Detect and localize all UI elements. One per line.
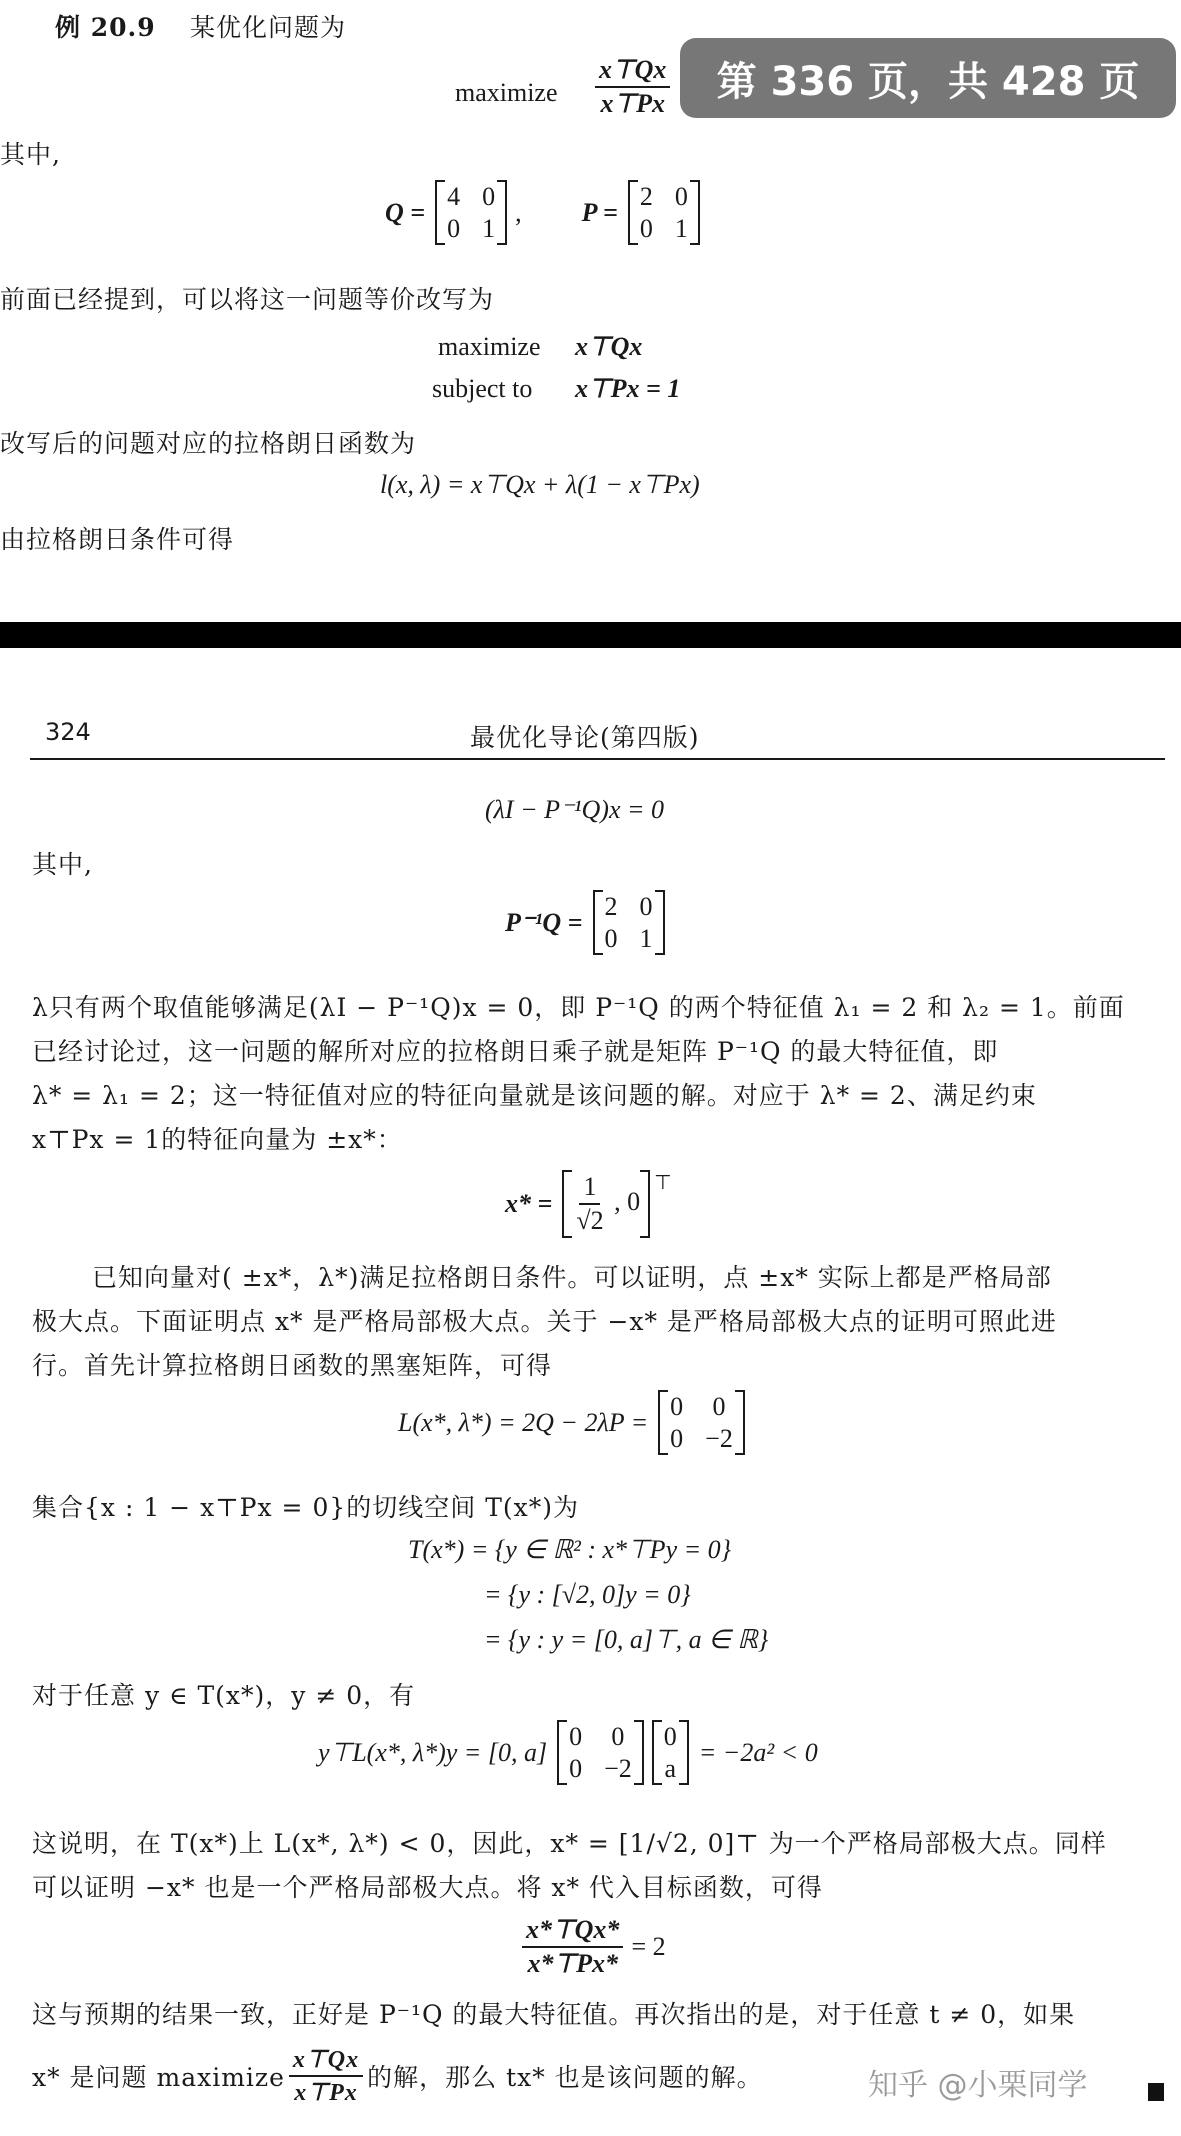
example-description: 某优化问题为 [190, 13, 347, 42]
paragraph-1-line: x⊤Px = 1的特征向量为 ±x*： [32, 1125, 403, 1154]
objective-denominator: x⊤Px [600, 89, 665, 118]
page-count-text: 第 336 页，共 428 页 [716, 58, 1140, 105]
objective-value-rhs: = 2 [631, 1932, 666, 1961]
last-fraction-numerator: x⊤Qx [289, 2045, 363, 2077]
tangent-line-3: = {y : y = [0, a]⊤, a ∈ ℝ} [484, 1625, 769, 1654]
quadratic-matrix-entry: 0 [611, 1722, 625, 1751]
quadratic-matrix-entry: 0 [569, 1722, 583, 1751]
paragraph-1 [32, 986, 1125, 1162]
p-matrix-entry: 2 [639, 182, 653, 211]
paragraph-1-line: 已经讨论过，这一问题的解所对应的拉格朗日乘子就是矩阵 P⁻¹Q 的最大特征值，即 [32, 1037, 999, 1066]
paragraph-3-line: 可以证明 −x* 也是一个严格局部极大点。将 x* 代入目标函数，可得 [32, 1873, 823, 1902]
x-star-label: x* = [505, 1189, 553, 1218]
tangent-line-2: = {y : [√2, 0]y = 0} [484, 1580, 691, 1609]
comma: , [515, 197, 522, 227]
paragraph-2 [32, 1256, 1057, 1388]
paragraph-3-line: 这说明，在 T(x*)上 L(x*, λ*) < 0，因此，x* = [1/√2, 0]⊤ 为一个严格局部极大点。同样 [32, 1829, 1107, 1858]
header-rule [30, 758, 1165, 760]
paragraph-1-line: λ* = λ₁ = 2；这一特征值对应的特征向量就是该问题的解。对应于 λ* = 2、满足约束 [32, 1081, 1037, 1110]
paragraph-2-line: 行。首先计算拉格朗日函数的黑塞矩阵，可得 [32, 1351, 553, 1380]
maximize-label: maximize [455, 78, 558, 107]
pinvq-matrix-entry: 0 [604, 924, 618, 953]
objective-value-numerator: x*⊤Qx* [522, 1915, 623, 1948]
quadratic-matrix-entry: −2 [604, 1754, 632, 1783]
paragraph-3 [32, 1822, 1107, 1910]
hessian-matrix-entry: 0 [670, 1424, 684, 1453]
q-matrix [435, 180, 507, 245]
page-divider [0, 622, 1181, 648]
pinvq-matrix-entry: 1 [639, 924, 653, 953]
q-matrix-entry: 1 [482, 214, 496, 243]
tangent-space-text: 集合{x : 1 − x⊤Px = 0}的切线空间 T(x*)为 [32, 1493, 579, 1522]
pinvq-matrix [593, 890, 665, 955]
paragraph-4: 这与预期的结果一致，正好是 P⁻¹Q 的最大特征值。再次指出的是，对于任意 t ≠ 0，如果 [32, 2000, 1076, 2029]
pinvq-equation [505, 890, 665, 955]
pinvq-matrix-entry: 2 [604, 892, 618, 921]
x-star-vector [562, 1170, 650, 1238]
quadratic-form-equation [318, 1720, 818, 1785]
condition-text: 由拉格朗日条件可得 [0, 525, 235, 554]
quadratic-matrix [557, 1720, 644, 1785]
x-star-numerator: 1 [579, 1172, 600, 1205]
book-title: 最优化导论(第四版) [470, 723, 700, 752]
objective-numerator: x⊤Qx [595, 55, 670, 88]
x-star-rest: , 0 [614, 1186, 641, 1216]
objective-fraction [595, 55, 670, 119]
paragraph-2-line: 极大点。下面证明点 x* 是严格局部极大点。关于 −x* 是严格局部极大点的证明可照此进 [32, 1307, 1057, 1336]
quadratic-rhs: = −2a² < 0 [698, 1737, 818, 1767]
objective-value-equation [522, 1915, 666, 1979]
quadratic-vector-entry: 0 [663, 1722, 677, 1751]
p-matrix-entry: 1 [674, 214, 688, 243]
q-matrix-entry: 0 [482, 182, 496, 211]
x-star-equation [505, 1170, 672, 1238]
hessian-matrix-entry: −2 [705, 1424, 733, 1453]
p-matrix-entry: 0 [639, 214, 653, 243]
where-text: 其中, [0, 140, 61, 169]
quadratic-matrix-entry: 0 [569, 1754, 583, 1783]
hessian-equation [398, 1390, 745, 1455]
last-line [32, 2045, 763, 2107]
eigen-equation: (λI − P⁻¹Q)x = 0 [485, 795, 665, 824]
page-count-badge [680, 38, 1176, 118]
rewrite-objective: x⊤Qx [575, 332, 643, 361]
q-label: Q = [385, 197, 426, 227]
q-p-matrices [385, 180, 700, 245]
objective-value-denominator: x*⊤Px* [527, 1949, 618, 1978]
constraint-equation: x⊤Px = 1 [575, 374, 681, 403]
p-matrix-entry: 0 [674, 182, 688, 211]
rewrite-text: 前面已经提到，可以将这一问题等价改写为 [0, 285, 495, 314]
quadratic-vector [652, 1720, 689, 1785]
rewrite-maximize: maximize [438, 332, 541, 361]
where-text-2: 其中, [32, 850, 93, 879]
last-line-pre: x* 是问题 maximize [32, 2063, 285, 2092]
any-y-text: 对于任意 y ∈ T(x*)，y ≠ 0，有 [32, 1681, 416, 1710]
last-line-post: 的解，那么 tx* 也是该问题的解。 [367, 2063, 763, 2092]
lagrangian-intro: 改写后的问题对应的拉格朗日函数为 [0, 429, 417, 458]
watermark: 知乎 @小栗同学 [868, 2068, 1088, 2103]
quadratic-lhs: y⊤L(x*, λ*)y = [0, a] [318, 1737, 548, 1767]
end-of-proof-mark [1148, 2083, 1164, 2101]
lagrangian-equation: l(x, λ) = x⊤Qx + λ(1 − x⊤Px) [380, 470, 700, 499]
x-star-fraction [572, 1172, 607, 1236]
paragraph-2-line: 已知向量对( ±x*，λ*)满足拉格朗日条件。可以证明，点 ±x* 实际上都是严格局部 [92, 1263, 1052, 1292]
hessian-matrix-entry: 0 [712, 1392, 726, 1421]
last-fraction-denominator: x⊤Px [294, 2080, 358, 2106]
pinvq-matrix-entry: 0 [639, 892, 653, 921]
q-matrix-entry: 0 [447, 214, 461, 243]
hessian-matrix-entry: 0 [670, 1392, 684, 1421]
p-matrix [628, 180, 700, 245]
transpose-mark: ⊤ [654, 1172, 672, 1194]
x-star-denominator: √2 [576, 1206, 604, 1235]
hessian-lhs: L(x*, λ*) = 2Q − 2λP = [398, 1407, 649, 1437]
page-number: 324 [45, 718, 91, 746]
tangent-line-1: T(x*) = {y ∈ ℝ² : x*⊤Py = 0} [408, 1535, 732, 1564]
pinvq-label: P⁻¹Q = [505, 907, 583, 937]
p-label: P = [581, 197, 618, 227]
subject-to-label: subject to [432, 374, 533, 403]
hessian-matrix [658, 1390, 745, 1455]
example-title: 例 20.9 [55, 13, 156, 42]
paragraph-1-line: λ只有两个取值能够满足(λI − P⁻¹Q)x = 0，即 P⁻¹Q 的两个特征值 λ₁ = 2 和 λ₂ = 1。前面 [32, 993, 1125, 1022]
quadratic-vector-entry: a [664, 1754, 677, 1783]
q-matrix-entry: 4 [447, 182, 461, 211]
